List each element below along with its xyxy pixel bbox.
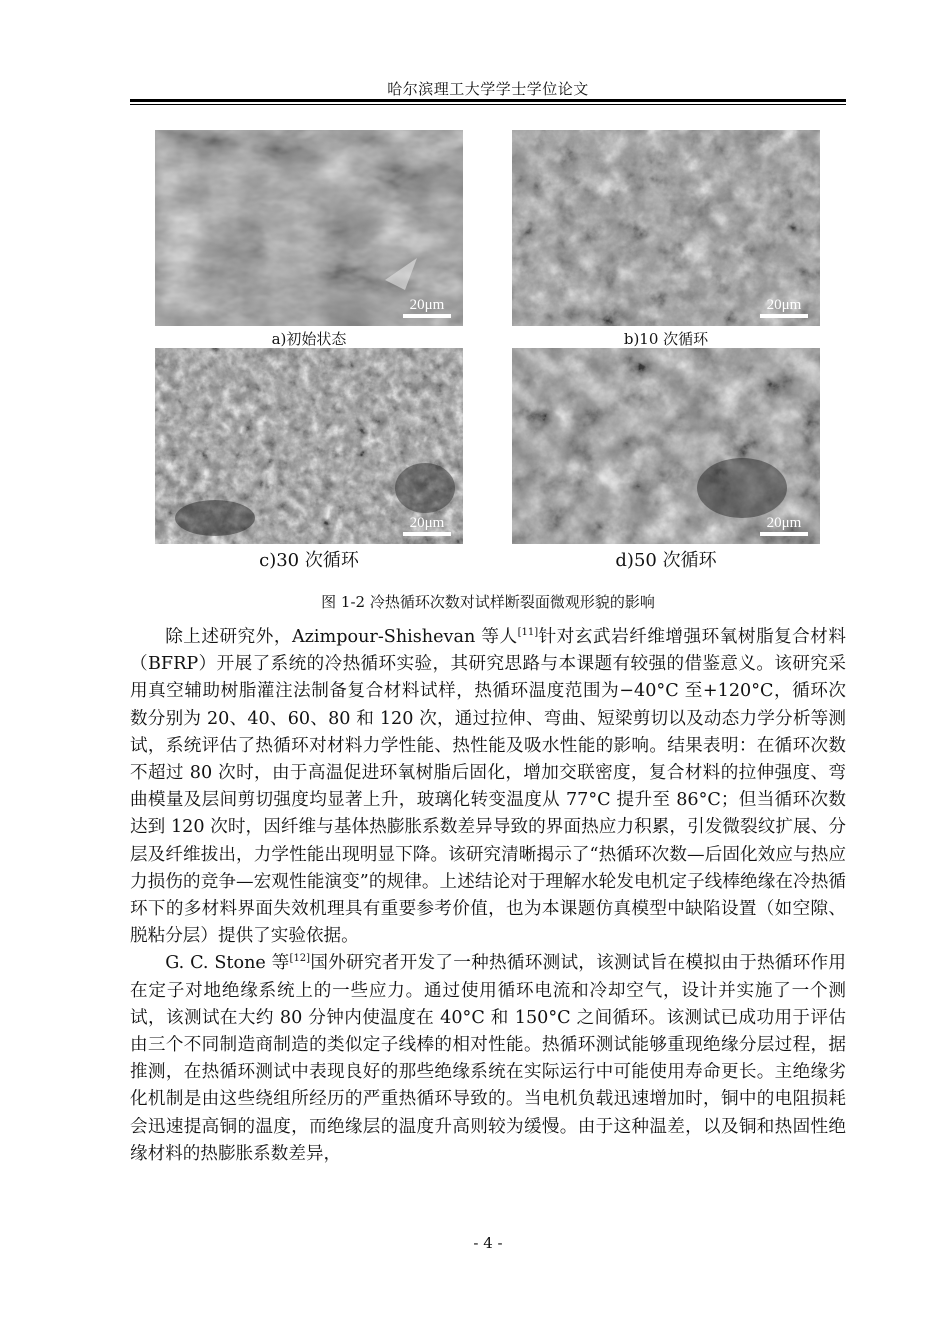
sem-image-30-cycles <box>155 348 463 544</box>
subfigure-label-d: d)50 次循环 <box>615 550 717 571</box>
page-number: - 4 - <box>473 1234 503 1252</box>
sem-image-initial <box>155 130 463 326</box>
subfigure-label-a: a)初始状态 <box>271 330 347 348</box>
sem-image-10-cycles <box>512 130 820 326</box>
paragraph: 除上述研究外，Azimpour-Shishevan 等人[11]针对玄武岩纤维增强环氧树脂复合材料（BFRP）开展了系统的冷热循环实验，其研究思路与本课题有较强的借鉴意义。该研究采用真空辅助树脂灌注法制备复合材料试样，热循环温度范围为−40°C 至+120°C，循环次数分别为 20、40、60、80 和 120 次，通过拉伸、弯曲、短梁剪切以及动态力学分析等测试，系统评估了热循环对材料力学性能、热性能及吸水性能的影响。结果表明：在循环次数不超过 80 次时，由于高温促进环氧树脂后固化，增加交联密度，复合材料的拉伸强度、弯曲模量及层间剪切强度均显著上升，玻璃化转变温度从 77°C 提升至 86°C；但当循环次数达到 120 次时，因纤维与基体热膨胀系数差异导致的界面热应力积累，引发微裂纹扩展、分层及纤维拔出，力学性能出现明显下降。该研究清晰揭示了“热循环次数—后固化效应与热应力损伤的竞争—宏观性能演变”的规律。上述结论对于理解水轮发电机定子线棒绝缘在冷热循环下的多材料界面失效机理具有重要参考价值，也为本课题仿真模型中缺陷设置（如空隙、脱粘分层）提供了实验依据。 <box>130 627 846 947</box>
figure-caption: 图 1-2 冷热循环次数对试样断裂面微观形貌的影响 <box>321 593 655 611</box>
scale-bar: 20μm <box>403 297 451 318</box>
header-rule-thick <box>130 99 846 102</box>
subfigure-label-b: b)10 次循环 <box>623 330 709 348</box>
running-header: 哈尔滨理工大学学士学位论文 <box>387 80 589 98</box>
scale-bar: 20μm <box>403 515 451 536</box>
subfigure-label-c: c)30 次循环 <box>259 550 359 571</box>
citation: [12] <box>289 953 311 965</box>
header-rule-thin <box>130 104 846 105</box>
paragraph: G. C. Stone 等[12]国外研究者开发了一种热循环测试，该测试旨在模拟由于热循环作用在定子对地绝缘系统上的一些应力。通过使用循环电流和冷却空气，设计并实施了一个测试，该测试在大约 80 分钟内使温度在 40°C 和 150°C 之间循环。该测试已成功用于评估由三个不同制造商制造的类似定子线棒的相对性能。热循环测试能够重现绝缘分层过程，据推测，在热循环测试中表现良好的那些绝缘系统在实际运行中可能使用寿命更长。主绝缘劣化机制是由这些绕组所经历的严重热循环导致的。当电机负载迅速增加时，铜中的电阻损耗会迅速提高铜的温度，而绝缘层的温度升高则较为缓慢。由于这种温差，以及铜和热固性绝缘材料的热膨胀系数差异， <box>130 953 846 1164</box>
sem-image-50-cycles <box>512 348 820 544</box>
body-text <box>130 624 846 1168</box>
citation: [11] <box>517 627 539 639</box>
scale-bar: 20μm <box>760 515 808 536</box>
scale-bar: 20μm <box>760 297 808 318</box>
